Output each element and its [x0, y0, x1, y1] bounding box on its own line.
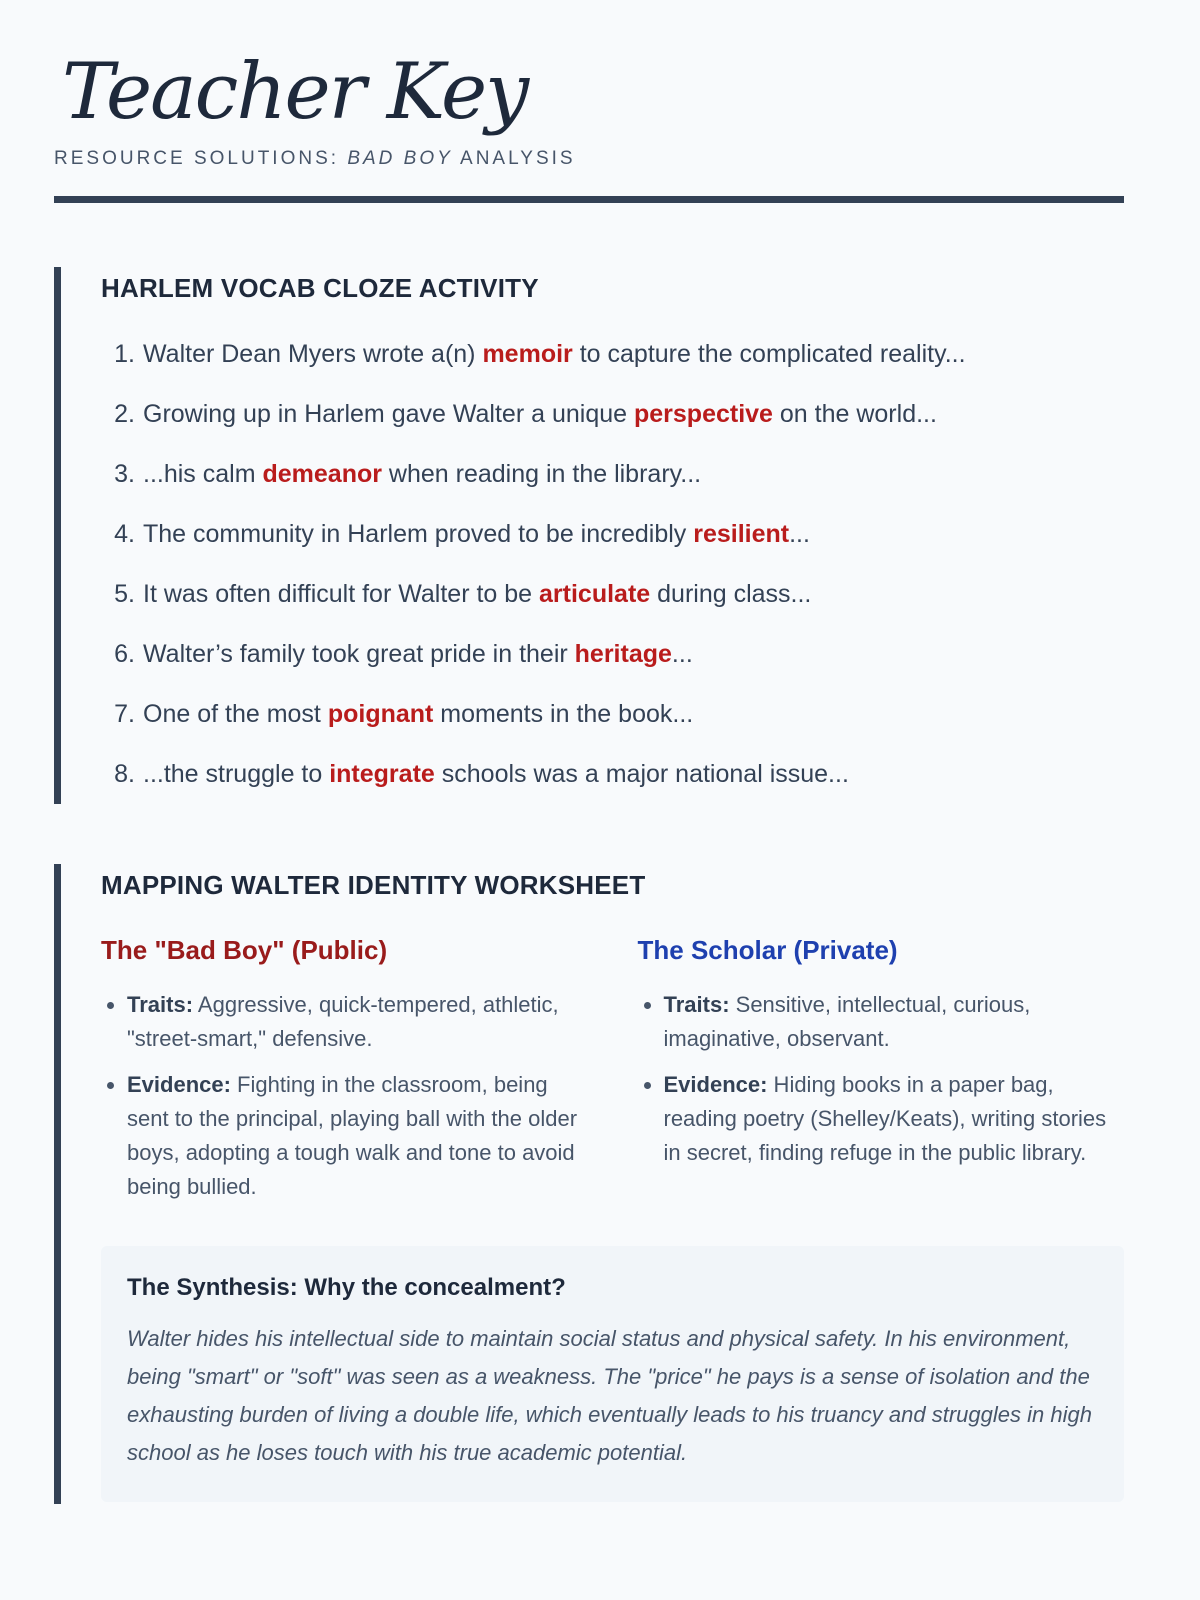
- public-evidence-item: [127, 1068, 588, 1204]
- cloze-answer: perspective: [633, 399, 773, 428]
- cloze-text-before: Walter’s family took great pride in their: [143, 639, 575, 668]
- subtitle-book-title: BAD BOY: [347, 147, 453, 169]
- cloze-answer: poignant: [327, 699, 434, 728]
- cloze-text-after: ...: [671, 639, 693, 668]
- cloze-text-after: during class...: [650, 579, 812, 608]
- identity-section-heading: MAPPING WALTER IDENTITY WORKSHEET: [101, 869, 646, 900]
- cloze-item-number: 5.: [114, 579, 135, 608]
- cloze-item: [101, 684, 1124, 744]
- cloze-answer: articulate: [539, 579, 651, 608]
- cloze-text-before: One of the most: [143, 699, 328, 728]
- cloze-item-number: 1.: [114, 339, 135, 368]
- cloze-answer: resilient: [693, 519, 790, 548]
- private-traits-text: Sensitive, intellectual, curious, imaginative, observant.: [663, 991, 1031, 1051]
- cloze-text-after: moments in the book...: [433, 699, 694, 728]
- cloze-text-before: Walter Dean Myers wrote a(n): [143, 339, 483, 368]
- cloze-text-after: when reading in the library...: [381, 459, 702, 488]
- private-identity-list: [638, 988, 1125, 1170]
- public-identity-column: [101, 935, 588, 1216]
- cloze-text-after: schools was a major national issue...: [434, 759, 849, 788]
- public-evidence-text: Fighting in the classroom, being sent to the principal, playing ball with the older boys, adopting a tough walk and tone to avoid being bullied.: [127, 1071, 578, 1199]
- page-subtitle: [54, 148, 1124, 170]
- private-evidence-item: [664, 1068, 1125, 1170]
- private-evidence-text: Hiding books in a paper bag, reading poetry (Shelley/Keats), writing stories in secret, finding refuge in the public library.: [663, 1071, 1107, 1165]
- public-traits-text: Aggressive, quick-tempered, athletic, "street-smart," defensive.: [127, 991, 559, 1051]
- cloze-text-before: ...the struggle to: [143, 759, 330, 788]
- cloze-text-after: on the world...: [772, 399, 937, 428]
- cloze-answer: heritage: [574, 639, 672, 668]
- cloze-item-number: 2.: [114, 399, 135, 428]
- private-traits-item: [664, 988, 1125, 1056]
- identity-worksheet-section: [54, 864, 1124, 1504]
- public-identity-title: The "Bad Boy" (Public): [101, 934, 388, 965]
- cloze-item: [101, 624, 1124, 684]
- cloze-item-number: 7.: [114, 699, 135, 728]
- cloze-text-after: ...: [789, 519, 810, 548]
- cloze-item: [101, 384, 1124, 444]
- page-header: [54, 0, 1124, 170]
- cloze-text-before: ...his calm: [143, 459, 263, 488]
- cloze-text-before: Growing up in Harlem gave Walter a unique: [143, 399, 634, 428]
- public-traits-item: [127, 988, 588, 1056]
- cloze-answer: integrate: [329, 759, 435, 788]
- private-identity-title: The Scholar (Private): [637, 934, 898, 965]
- traits-label: Traits:: [663, 991, 730, 1017]
- identity-columns: [101, 935, 1124, 1216]
- evidence-label: Evidence:: [127, 1071, 231, 1097]
- cloze-item-number: 3.: [114, 459, 135, 488]
- vocab-cloze-section: [54, 267, 1124, 804]
- cloze-item: [101, 564, 1124, 624]
- cloze-item: [101, 504, 1124, 564]
- vocab-section-heading: HARLEM VOCAB CLOZE ACTIVITY: [101, 272, 539, 303]
- cloze-text-before: It was often difficult for Walter to be: [143, 579, 540, 608]
- header-divider: [54, 196, 1124, 203]
- public-identity-list: [101, 988, 588, 1204]
- cloze-list: [101, 324, 1124, 804]
- page-title: Teacher Key: [62, 47, 528, 137]
- cloze-item-number: 8.: [114, 759, 135, 788]
- cloze-item-number: 6.: [114, 639, 135, 668]
- synthesis-body: Walter hides his intellectual side to maintain social status and physical safety. In his environment, being "smart" or "soft" was seen as a weakness. The "price" he pays is a sense of isolation and the exhausting burden of living a double life, which eventually leads to his truancy and struggles in high school as he loses touch with his true academic potential.: [127, 1325, 1092, 1465]
- cloze-answer: demeanor: [262, 459, 382, 488]
- subtitle-prefix: RESOURCE SOLUTIONS:: [54, 147, 348, 169]
- cloze-item: [101, 444, 1124, 504]
- private-identity-column: [588, 935, 1125, 1216]
- subtitle-suffix: ANALYSIS: [452, 147, 576, 169]
- cloze-item: [101, 324, 1124, 384]
- cloze-text-after: to capture the complicated reality...: [572, 339, 966, 368]
- evidence-label: Evidence:: [663, 1071, 768, 1097]
- cloze-item-number: 4.: [114, 519, 135, 548]
- synthesis-box: [101, 1246, 1124, 1502]
- traits-label: Traits:: [127, 991, 194, 1017]
- cloze-item: [101, 744, 1124, 804]
- cloze-answer: memoir: [482, 339, 573, 368]
- synthesis-title: The Synthesis: Why the concealment?: [127, 1273, 566, 1301]
- cloze-text-before: The community in Harlem proved to be incredibly: [143, 519, 694, 548]
